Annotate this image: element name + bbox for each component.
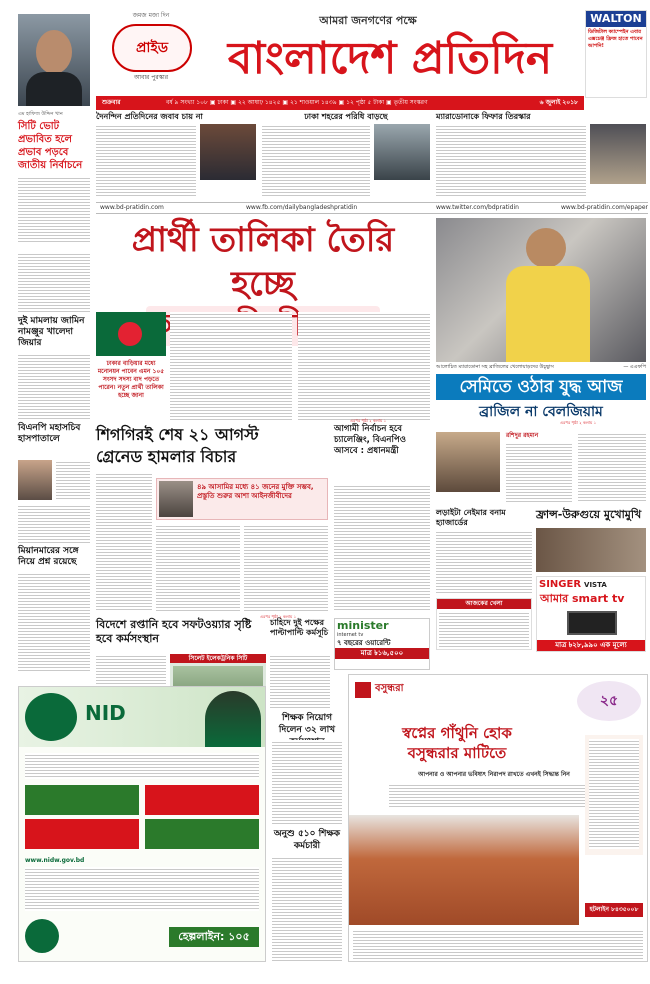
paper-title: বাংলাদেশ প্রতিদিন (227, 33, 553, 84)
hospital-headline: বিএনপি মহাসচিব হাসপাতালে (18, 423, 81, 444)
columnist-box (436, 432, 646, 504)
minister-brand: minister (337, 619, 389, 632)
grenade-inset-text: ৪৯ আসামির মধ্যে ৪১ জনের মুক্তি সম্ভব, প্রস্তুতি শুরুর আশা আইনজীবীদের (197, 483, 314, 500)
lorenzo-body (436, 530, 532, 594)
election-box[interactable] (334, 424, 430, 480)
bashundhara-logo (355, 681, 404, 698)
wc-fixture-box (436, 598, 532, 650)
promo-badge-label: প্রাইড (135, 40, 169, 56)
nid-url[interactable]: www.nidw.gov.bd (25, 857, 85, 864)
football-banner-line2: ব্রাজিল না বেলজিয়াম (479, 404, 603, 420)
france-photo (536, 528, 646, 572)
nid-box-grid (25, 785, 259, 849)
hazard-photo (436, 432, 500, 492)
edition-info: বর্ষ ৯ সংখ্যা ১০৮ ▣ ঢাকা ▣ ২২ আষাঢ় ১৪২৫ ▣ ২১ শাওয়াল ১৪৩৯ ▣ ১২ পৃষ্ঠা ৫ টাকা ▣ তৃতীয় সংস্করণ (166, 99, 428, 106)
singer-brand: SINGER (539, 579, 582, 590)
slogan: আমরা জনগণের পক্ষে (319, 14, 417, 27)
columnist-face-icon (36, 30, 72, 74)
player-photo-figure (526, 228, 566, 268)
football-caption (436, 362, 646, 372)
columnist-photo (18, 14, 90, 106)
edition-bar (96, 96, 584, 110)
grenade-headline-line1: শিগগিরই শেষ ২১ আগস্ট (96, 425, 259, 444)
top-story-1[interactable] (96, 112, 256, 200)
pants-body (270, 654, 330, 710)
grenade-headline[interactable] (96, 424, 328, 468)
pants-headline[interactable]: চাহিদে দুই পক্ষের পাল্টাপাল্টি কর্মসূচি (270, 618, 329, 637)
bashundhara-bricks (349, 815, 579, 925)
france-headline[interactable]: ফ্রান্স-উরুগুয়ে মুখোমুখি (536, 508, 642, 521)
teachers-body-2 (272, 856, 342, 962)
top-story-3-headline: ম্যারাডোনাকে ফিফার তিরস্কার (436, 112, 531, 121)
software-inset-label: সিলেট ইলেকট্রনিক সিটি (170, 654, 266, 663)
continue-note-1: এরপর পৃষ্ঠা ২ কলাম ১ (350, 418, 387, 423)
columnist-byline: এম হাফিজ উদ্দিন খান (18, 111, 63, 117)
bashundhara-brand: বসুন্ধরা (375, 683, 404, 694)
singer-ad[interactable] (536, 576, 646, 652)
football-caption-text: আলোচিত ম্যারাডোনা সহ ব্রাজিলের খেলোয়াড়দের উচ্ছ্বাস (436, 364, 554, 370)
teachers-body-1 (272, 740, 342, 824)
url-bar (96, 202, 648, 214)
software-headline[interactable]: বিদেশে রপ্তানি হবে সফটওয়্যার সৃষ্টি হবে কর্মসংস্থান (96, 618, 252, 645)
teachers-headline-2[interactable]: অনুশু ৫১০ শিক্ষক কর্মচারী (273, 829, 341, 851)
url-epaper[interactable]: www.bd-pratidin.com/epaper (561, 204, 648, 211)
grenade-inset (156, 478, 328, 520)
bashundhara-head1: স্বপ্নের গাঁথুনি হোক (402, 724, 512, 742)
nid-emblem-icon (25, 919, 59, 953)
lead-headline-line1: প্রার্থী তালিকা তৈরি হচ্ছে (131, 220, 395, 304)
football-banner-line1: সেমিতে ওঠার যুদ্ধ আজ (436, 374, 646, 400)
masthead (0, 0, 650, 110)
edition-day: শুক্রবার (102, 99, 121, 106)
walton-ad-text: ডিজিটাল ক্যাম্পেইন এবার এক্সচেঞ্জ ফ্রিজ হাতে পাবেন আপনি! (588, 29, 643, 49)
promo-sub: আবার পুরস্কার (133, 74, 169, 81)
grenade-headline-line2: গ্রেনেড হামলার বিচার (96, 447, 237, 466)
khaleda-headline: দুই মামলায় জামিন নামঞ্জুর খালেদা জিয়ার (18, 316, 85, 348)
singer-price: মাত্র ৳২৮,৯৯০ এক মূল্যে (537, 640, 645, 651)
nid-ad[interactable] (18, 686, 266, 962)
minister-sub: internet tv (337, 632, 364, 638)
lead-sub-text: ঢাকার বাড়িয়ার মধ্যে মনোনয়ন পাবেন এমন ১০৫ সংসদ সদস্য বাদ পড়তে পারেন। নতুন প্রার্থী তালিকা হচ্ছে জানা (97, 360, 165, 399)
lead-headline[interactable] (96, 218, 430, 308)
bashundhara-hotline: হটলাইন ৮৪৩৫০০৮ (585, 903, 643, 917)
top-story-3-photo (590, 124, 646, 184)
url-facebook[interactable]: www.fb.com/dailybangladeshpratidin (246, 204, 358, 211)
bashundhara-head2: বসুন্ধরার মাটিতে (407, 744, 507, 762)
top-story-2-headline: ঢাকা শহরের পরিধি বাড়ছে (304, 112, 388, 121)
bashundhara-body: আপনার ও আপনার ভবিষ্যৎ নিরাপদ রাখতে এখনই সিদ্ধান্ত নিন (418, 771, 570, 778)
grenade-inset-photo (159, 481, 193, 517)
singer-line1: VISTA (584, 580, 607, 589)
top-story-3[interactable] (436, 112, 646, 200)
election-body (334, 484, 430, 612)
walton-logo: WALTON (586, 11, 646, 27)
top-story-2-photo (374, 124, 430, 180)
bashundhara-offer (585, 735, 643, 855)
bangladesh-flag-icon (96, 312, 166, 356)
minister-ad[interactable] (334, 618, 430, 670)
grenade-body-3 (244, 524, 328, 612)
promo-badge[interactable] (96, 12, 206, 88)
bashundhara-footer (353, 929, 643, 959)
sidebar-headline: সিটি ভোট প্রভাবিত হলে প্রভাব পড়বে জাতীয় নির্বাচনে (18, 121, 83, 172)
bashundhara-ad[interactable] (348, 674, 648, 962)
lead-flag-box (96, 312, 166, 418)
teachers-headline[interactable]: শিক্ষক নিয়োগ দিলেন ৩২ লাখ (278, 713, 336, 735)
lead-body-2 (298, 312, 430, 422)
lorenzo-headline: লড়াইটা নেইমার বনাম হ্যাজার্ডের (436, 508, 506, 527)
football-photo (436, 218, 646, 362)
myanmar-headline: মিয়ানমারের সঙ্গে নিয়ে প্রশ্ন রয়েছে (18, 546, 79, 567)
top-story-1-photo (200, 124, 256, 180)
edition-date: ৬ জুলাই ২০১৮ (539, 99, 578, 106)
promo-top: জমজ মজা দিন (132, 12, 170, 19)
left-sidebar (18, 112, 90, 252)
minister-price: মাত্র ৳১৬,৫০০ (335, 648, 429, 659)
grenade-body-1 (96, 472, 152, 612)
lead-body-1 (170, 312, 292, 422)
hospital-photo (18, 460, 52, 500)
nid-logo-icon (25, 693, 77, 741)
nid-person-icon (205, 691, 261, 747)
promo-badge-circle (112, 24, 192, 72)
nid-header (19, 687, 265, 747)
bashundhara-badge-text: ২৫ (599, 693, 619, 709)
minister-line: ৭ বছরের ওয়ারেন্টি (337, 639, 391, 647)
bashundhara-badge (577, 681, 641, 721)
singer-tv-icon (567, 611, 617, 635)
top-story-1-headline: দৈনন্দিন প্রতিদিনের জবাব চায় না (96, 112, 203, 121)
url-website[interactable]: www.bd-pratidin.com (100, 204, 164, 211)
nid-hotline: হেল্পলাইন: ১০৫ (169, 927, 259, 947)
continue-note-3: এরপর পৃষ্ঠা ২ কলাম ১ (260, 614, 297, 619)
continue-note-2: এরপর পৃষ্ঠা ২ কলাম ১ (560, 420, 597, 425)
bashundhara-logo-icon (355, 682, 371, 698)
url-twitter[interactable]: www.twitter.com/bdpratidin (436, 204, 519, 211)
football-banner[interactable] (436, 374, 646, 428)
left-column (18, 252, 90, 672)
top-story-2[interactable] (262, 112, 430, 200)
wc-caption: আজকের খেলা (437, 599, 531, 609)
election-headline: আগামী নির্বাচন হবে চ্যালেঞ্জিং, বিএনপিও আসবে : প্রধানমন্ত্রী (334, 424, 406, 456)
walton-ad[interactable] (585, 10, 647, 98)
singer-line2: আমার smart tv (540, 592, 625, 605)
columnist-name: রশিদুর রহমান (506, 432, 539, 439)
grenade-body-2 (156, 524, 240, 612)
football-credit: — এএফপি (623, 364, 646, 370)
nid-title: NID (85, 701, 126, 725)
